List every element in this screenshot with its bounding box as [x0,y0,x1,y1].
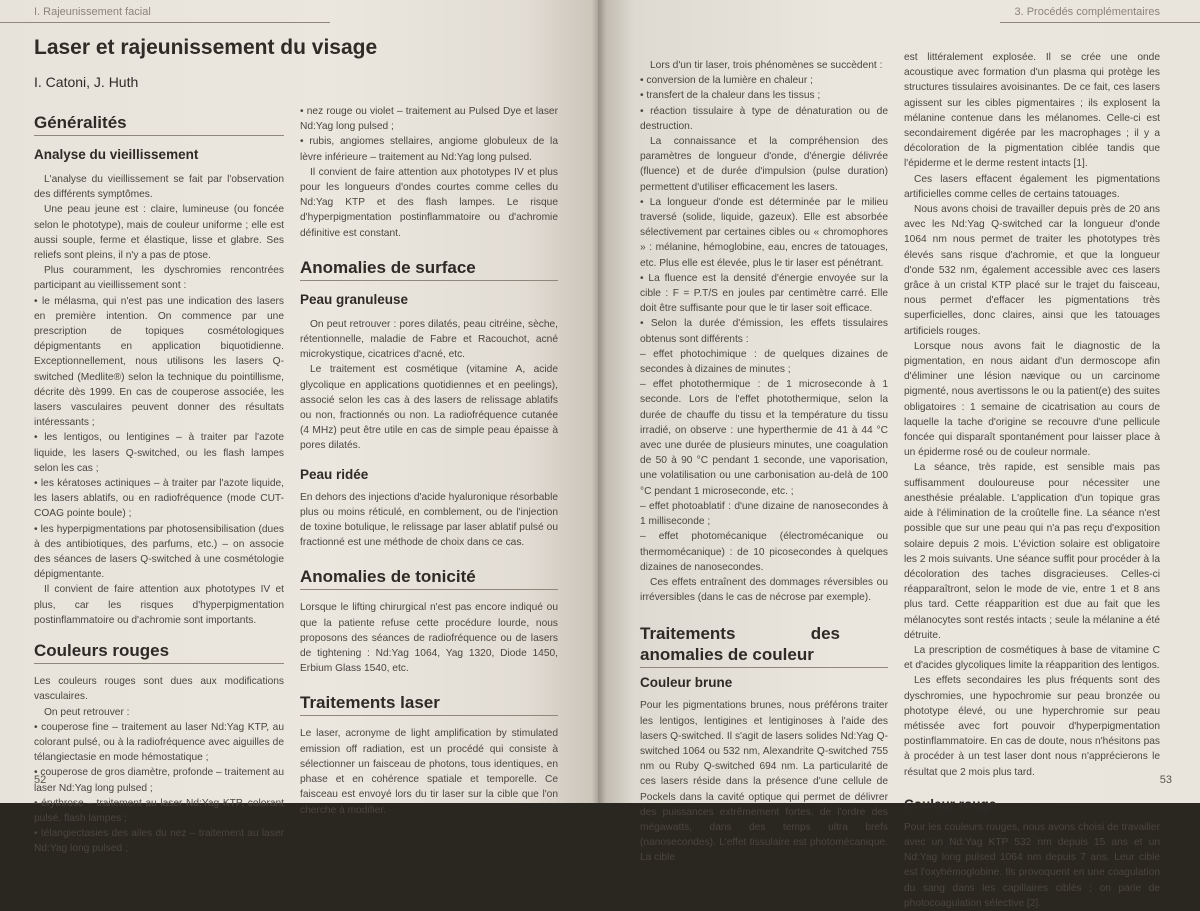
paragraph: Le laser, acronyme de light amplification by stimulated emission off radiation, est un procédé qui consiste à sélectionner un faisceau de photons, tous identiques, en phase et en cohérence spatiale et temporelle. Ce faisceau est envoyé lors du tir laser sur la cible que l'on cherche à modifier. [300,728,558,816]
right-page [598,0,1200,909]
bullet-item: • rubis, angiomes stellaires, angiome globuleux de la lèvre inférieure – traitement au Nd:Yag long pulsed. [300,134,558,164]
heading-couleur-rouge: Couleur rouge [904,796,997,812]
running-head-rule-right [1000,22,1200,23]
paragraph: Ces lasers effacent également les pigmentations artificielles comme celles de certains tatouages. [904,173,1160,200]
page-number-left: 52 [34,774,47,786]
right-column-2 [904,50,1160,911]
bullet-item: • érythrose – traitement au laser Nd:Yag KTP, colorant pulsé, flash lampes ; [34,796,284,826]
bullet-item: • les kératoses actiniques – à traiter par l'azote liquide, les lasers ablatifs, ou en radiofréquence (mode CUT-COAG pointe boule) ; [34,476,284,522]
bullet-item: • transfert de la chaleur dans les tissus ; [640,88,888,103]
bullet-item: • nez rouge ou violet – traitement au Pulsed Dye et laser Nd:Yag long pulsed ; [300,104,558,134]
heading-couleurs-rouges: Couleurs rouges [34,641,170,661]
paragraph: Lors d'un tir laser, trois phénomènes se succèdent : [650,60,883,71]
heading-anomalies-surface: Anomalies de surface [300,257,476,277]
paragraph: La connaissance et la compréhension des paramètres de longueur d'onde, d'énergie délivrée (fluence) et de durée d'impulsion (pulse duration) permettent d'utiliser efficacement les lasers. [640,136,888,193]
paragraph: Ces effets entraînent des dommages réversibles ou irréversibles (dans le cas de nécrose par exemple). [640,576,888,604]
bullet-item: • conversion de la lumière en chaleur ; [640,73,888,88]
paragraph: La prescription de cosmétiques à base de vitamine C et d'acides glycoliques limite la réapparition des lentigos. [904,644,1160,672]
paragraph: Lorsque nous avons fait le diagnostic de la pigmentation, en nous aidant d'un dermoscope afin d'éliminer une lésion nævique ou un carcinome pigmenté, nous avertissons le ou la patient(e) des suites obligatoires : 1 semaine de cicatrisation au cours de laquelle la tache d'origine se recouvre d'une pellicule foncée qui disparaît spontanément pour laisser place à un épiderme rosé ou de couleur normale. [904,340,1160,459]
paragraph: est littéralement explosée. Il se crée une onde acoustique avec formation d'un plasma qui protège les structures tissulaires avoisinantes. De ce fait, ces lasers agissent sur les cibles pigmentaires ; ils explosent la mélanine contenue dans les mélanomes. Celle-ci est secondairement digérée par les macrophages ; il y a décoloration de la pigmentation ciblée tandis que l'épiderme et le derme restent intacts [1]. [904,52,1160,170]
paragraph: Pour les pigmentations brunes, nous préférons traiter les lentigos, lentigines et lentiginoses à l'aide des lasers Q-switched. Il s'agit de lasers solides Nd:Yag Q-switched 1064 ou 532 nm, Alexandrite Q-switched 755 nm ou Ruby Q-switched 694 nm. La particularité de ces lasers réside dans la présence d'une cellule de Pockels dans la cavité optique qui permet de délivrer des puissances extrêmement fortes, de l'ordre des mégawatts, dans des temps ultra brefs (nanosecondes). L'effet tissulaire est photomécanique. La cible [640,700,888,864]
bullet-item: • couperose de gros diamètre, profonde – traitement au laser Nd:Yag long pulsed ; [34,765,284,795]
bullet-item: • les lentigos, ou lentigines – à traiter par l'azote liquide, les lasers Q-switched, ou les flash lampes selon les cas ; [34,430,284,476]
paragraph: Pour les couleurs rouges, nous avons choisi de travailler avec un Nd:Yag KTP 532 nm depuis 15 ans et un Nd:Yag long pulsed 1064 nm depuis 7 ans. Leur cible est l'oxyhémoglobine. Ils provoquent en une coagulation du sang dans les capillaires ciblés ; on parle de photocoagulation sélective [2]. [904,821,1160,909]
heading-rule [640,667,888,668]
paragraph: Les effets secondaires les plus fréquents sont des dyschromies, une hypochromie sur peau bronzée ou phototype élevé, ou une hyperchromie sur peau métissée avec fort pouvoir d'hyperpigmentation postinflammatoire. En cas de doute, nous n'hésitons pas à procéder à un test laser dont nous n'apprécierons le résultat que 2 mois plus tard. [904,675,1160,778]
bullet-item: • La fluence est la densité d'énergie envoyée sur la cible : F = P.T/S en joules par centimètre carré. Elle doit être suffisante pour que le tir laser soit efficace. [640,271,888,317]
heading-couleur-brune: Couleur brune [640,675,733,691]
heading-traitements-laser: Traitements laser [300,693,440,713]
heading-rule [300,280,558,281]
bullet-item: • réaction tissulaire à type de dénaturation ou de destruction. [640,104,888,134]
bullet-item: • le mélasma, qui n'est pas une indication des lasers en première intention. On commence par une prescription de topiques cosmétologiques dépigmentants en application biquotidienne. Exceptionnellement, nous utilisons les lasers Q-switched (Medlite®) selon la technique du pointillisme, décrite dès 1999. En cas de couperose associée, les lasers vasculaires peuvent donner des résultats intéressants ; [34,294,284,431]
left-page [0,0,598,855]
article-title: Laser et rajeunissement du visage [34,36,378,59]
bullet-item: • couperose fine – traitement au laser Nd:Yag KTP, au colorant pulsé, ou à la radiofréquence avec aiguilles de télangiectasie en mode hémostatique ; [34,720,284,766]
paragraph: L'analyse du vieillissement se fait par l'observation des différents symptômes. [34,174,284,201]
paragraph: En dehors des injections d'acide hyaluronique résorbable plus ou moins réticulé, en comblement, ou de l'injection de toxine botulique, le relissage par laser ablatif pulsé ou fractionné est une méthode de choix dans ce cas. [300,491,558,549]
page-number-right: 53 [1159,774,1172,786]
heading-rule [300,715,558,716]
paragraph: Une peau jeune est : claire, lumineuse (ou foncée selon le phototype), mais de couleur uniforme ; elle est aussi souple, ferme et élastique, lisse et glabre. Ses reliefs sont pleins, il n'y a pas de ptose. [34,204,284,262]
heading-rule [34,663,284,664]
heading-peau-granuleuse: Peau granuleuse [300,291,409,307]
dash-item: – effet photochimique : de quelques dizaines de secondes à dizaines de minutes ; [640,348,888,376]
paragraph: Il convient de faire attention aux phototypes IV et plus, car les risques d'hyperpigmentation postinflammatoire ou d'achromie sont importants. [34,584,284,626]
right-column-1 [640,58,888,866]
paragraph: On peut retrouver : pores dilatés, peau citréine, sèche, rétentionnelle, maladie de Fabre et Racouchot, acné microkystique, cicatrices d'acné, etc. [300,318,558,361]
paragraph: Lorsque le lifting chirurgical n'est pas encore indiqué ou que la patiente refuse cette procédure lourde, nous proposons des séances de radiofréquence ou de lasers de tightening : Nd:Yag 1064, Yag 1320, Diode 1450, Erbium Glass 1540, etc. [300,602,558,675]
paragraph: La séance, très rapide, est sensible mais pas suffisamment douloureuse pour nécessiter une anesthésie préalable. L'application d'un topique gras aide à l'élimination de la croûtelle fine. La séance n'est possible que sur une peau qui n'a pas reçu d'exposition solaire depuis 2 mois. L'éviction solaire est obligatoire les 2 mois suivants. Une séance suffit pour procéder à la décoloration des taches disgracieuses. Celles-ci réapparaîtront, selon le mode de vie, entre 1 et 8 ans plus tard. Cette réapparition est due au fait que les mélanocytes sont restés intacts ; seule la mélanine a été détruite. [904,462,1160,641]
paragraph: Il convient de faire attention aux phototypes IV et plus pour les longueurs d'ondes courtes comme celles du Nd:Yag KTP et des flash lampes. Le risque d'hyperpigmentation postinflammatoire ou d'achromie définitive est constant. [300,166,558,239]
paragraph: Nous avons choisi de travailler depuis près de 20 ans avec les Nd:Yag Q-switched car la longueur d'onde 1064 nm nous permet de traiter les phototypes très élevés sans risque d'achromie, et que la longueur d'onde 532 nm, également accessible avec ces lasers grâce à un cristal KTP placé sur le trajet du faisceau, nous permet d'effacer les pigmentations très superficielles, donc claires, ainsi que les tatouages artificiels rouges. [904,204,1160,337]
heading-peau-ridee: Peau ridée [300,466,369,482]
dash-item: – effet photomécanique (électromécanique ou thermomécanique) : de 10 picosecondes à quelques dizaines de nanosecondes. [640,531,888,573]
heading-analyse: Analyse du vieillissement [34,147,199,162]
dash-item: – effet photothermique : de 1 microseconde à 1 seconde. Lors de l'effet photothermique, selon la durée de chauffe du tissu et la température du tissu irradié, on observe : une hyperthermie de 41 à 44 °C avec une durée de plusieurs minutes, une coagulation de 50 à 90 °C pendant 1 seconde, une vaporisation, une volatilisation ou une carbonisation au-delà de 100 °C pendant 1 microseconde, etc. ; [640,379,888,497]
bullet-item: • La longueur d'onde est déterminée par le milieu traversé (solide, liquide, gazeux). Elle est absorbée sélectivement par certaines cibles ou « chromophores » : mélanine, hémoglobine, eau, encres de tatouages, etc. Plus elle est élevée, plus le tir laser est pénétrant. [640,195,888,271]
bullet-item: • Selon la durée d'émission, les effets tissulaires obtenus sont différents : [640,316,888,346]
running-head-rule-left [0,22,330,23]
bullet-item: • les hyperpigmentations par photosensibilisation (dues à des antibiotiques, des parfums, etc.) – on associe des séances de lasers Q-switched à une cosmétologie dépigmentante. [34,522,284,583]
left-column-1 [34,112,284,857]
bullet-item: • télangiectasies des ailes du nez – traitement au laser Nd:Yag long pulsed ; [34,826,284,856]
heading-rule [300,589,558,590]
paragraph: Plus couramment, les dyschromies rencontrées participant au vieillissement sont : [34,265,284,292]
article-authors: I. Catoni, J. Huth [34,74,139,90]
heading-traitements-couleur: Traitements des anomalies de couleur [640,624,840,665]
paragraph: On peut retrouver : [44,706,130,718]
paragraph: Les couleurs rouges sont dues aux modifications vasculaires. [34,676,284,703]
paragraph: Le traitement est cosmétique (vitamine A, acide glycolique en applications quotidiennes et en peelings), associé selon les cas à des lasers de relissage ablatifs ou non, fractionnés ou non. La radiofréquence cutanée (4 MHz) peut être utile en cas de simple peau épaisse à pores dilatés. [300,364,558,452]
heading-rule [34,135,284,136]
left-column-2 [300,104,558,818]
heading-anomalies-tonicite: Anomalies de tonicité [300,567,476,587]
running-head-left: I. Rajeunissement facial [34,6,151,18]
running-head-right: 3. Procédés complémentaires [1014,6,1160,18]
book-gutter [592,0,606,803]
heading-generalites: Généralités [34,113,127,132]
dash-item: – effet photoablatif : d'une dizaine de nanosecondes à 1 milliseconde ; [640,500,888,528]
